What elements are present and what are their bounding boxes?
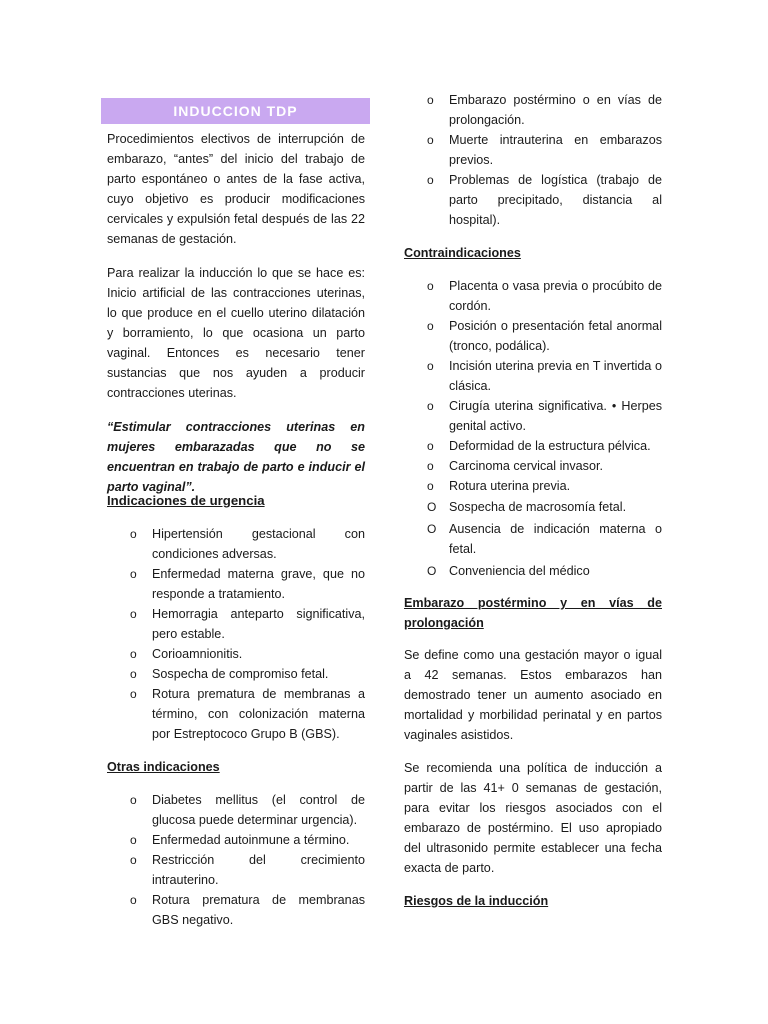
list-item: o Hipertensión gestacional con condiciones adversas. <box>107 524 365 564</box>
bullet-icon: o <box>427 93 434 107</box>
bullet-icon: o <box>130 687 137 701</box>
list-item: o Incisión uterina previa en T invertida o clásica. <box>404 356 662 396</box>
bullet-icon: o <box>130 667 137 681</box>
induction-paragraph: Para realizar la inducción lo que se hace es: Inicio artificial de las contracciones uterinas, lo que produce en el cuello uterino dilatación y borramiento, lo que ocasiona un parto vaginal. Entonces es necesario tener sustancias que nos ayuden a producir contracciones uterinas. <box>107 266 365 400</box>
list-item: O Conveniencia del médico <box>404 561 662 581</box>
quote-paragraph: “Estimular contracciones uterinas en mujeres embarazadas que no se encuentran en trabajo de parto e inducir el parto vaginal”. <box>107 420 365 494</box>
otras-list <box>107 790 365 930</box>
list-item: o Cirugía uterina significativa. • Herpes genital activo. <box>404 396 662 436</box>
bullet-icon: o <box>427 279 434 293</box>
bullet-icon: o <box>130 647 137 661</box>
urgencia-list <box>107 524 365 744</box>
contraindicaciones-list <box>404 276 662 496</box>
bullet-icon: O <box>427 500 437 514</box>
bullet-icon: o <box>130 607 137 621</box>
list-item: o Posición o presentación fetal anormal (tronco, podálica). <box>404 316 662 356</box>
list-item: o Embarazo postérmino o en vías de prolongación. <box>404 90 662 130</box>
list-item: o Placenta o vasa previa o procúbito de cordón. <box>404 276 662 316</box>
more-indications-list <box>404 90 662 230</box>
list-item: o Enfermedad materna grave, que no responde a tratamiento. <box>107 564 365 604</box>
list-item: o Rotura uterina previa. <box>404 476 662 496</box>
document-title: INDUCCION TDP <box>101 98 370 124</box>
list-item: o Rotura prematura de membranas a término, con colonización materna por Estreptococo Grupo B (GBS). <box>107 684 365 744</box>
list-item: o Enfermedad autoinmune a término. <box>107 830 365 850</box>
bullet-icon: o <box>427 479 434 493</box>
list-item: o Sospecha de compromiso fetal. <box>107 664 365 684</box>
contraindicaciones-heading: Contraindicaciones <box>404 246 521 260</box>
bullet-icon: o <box>427 439 434 453</box>
bullet-icon: o <box>130 527 137 541</box>
list-item: O Sospecha de macrosomía fetal. <box>404 497 662 517</box>
bullet-icon: o <box>130 793 137 807</box>
list-item: o Problemas de logística (trabajo de parto precipitado, distancia al hospital). <box>404 170 662 230</box>
list-item: o Deformidad de la estructura pélvica. <box>404 436 662 456</box>
bullet-icon: o <box>427 173 434 187</box>
bullet-icon: o <box>427 459 434 473</box>
otras-heading: Otras indicaciones <box>107 760 220 774</box>
list-item: o Hemorragia anteparto significativa, pero estable. <box>107 604 365 644</box>
contraindicaciones-list-b <box>404 497 662 581</box>
list-item: O Ausencia de indicación materna o fetal. <box>404 519 662 559</box>
postermino-heading: Embarazo postérmino y en vías de prolongación <box>404 596 662 630</box>
bullet-icon: o <box>427 133 434 147</box>
bullet-icon: o <box>130 833 137 847</box>
list-item: o Carcinoma cervical invasor. <box>404 456 662 476</box>
bullet-icon: o <box>427 399 434 413</box>
bullet-icon: o <box>130 853 137 867</box>
list-item: o Corioamnionitis. <box>107 644 365 664</box>
riesgos-heading: Riesgos de la inducción <box>404 894 549 908</box>
postermino-paragraph-2: Se recomienda una política de inducción a partir de las 41+ 0 semanas de gestación, para evitar los riesgos asociados con el embarazo de postérmino. El uso apropiado del ultrasonido permite establecer una fecha exacta de parto. <box>404 761 662 875</box>
list-item: o Muerte intrauterina en embarazos previos. <box>404 130 662 170</box>
bullet-icon: O <box>427 564 437 578</box>
intro-paragraph: Procedimientos electivos de interrupción de embarazo, “antes” del inicio del trabajo de parto espontáneo o antes de la fase activa, cuyo objetivo es producir modificaciones cervicales y expulsión fetal después de las 22 semanas de gestación. <box>107 132 365 246</box>
bullet-icon: o <box>427 319 434 333</box>
urgencia-heading: Indicaciones de urgencia <box>107 493 265 508</box>
bullet-icon: o <box>130 567 137 581</box>
bullet-icon: O <box>427 522 437 536</box>
postermino-paragraph-1: Se define como una gestación mayor o igual a 42 semanas. Estos embarazos han demostrado tener un aumento asociado en mortalidad y morbilidad perinatal y en partos vaginales asistidos. <box>404 648 662 742</box>
bullet-icon: o <box>130 893 137 907</box>
bullet-icon: o <box>427 359 434 373</box>
list-item: o Diabetes mellitus (el control de glucosa puede determinar urgencia). <box>107 790 365 830</box>
list-item: o Restricción del crecimiento intrauterino. <box>107 850 365 890</box>
list-item: o Rotura prematura de membranas GBS negativo. <box>107 890 365 930</box>
